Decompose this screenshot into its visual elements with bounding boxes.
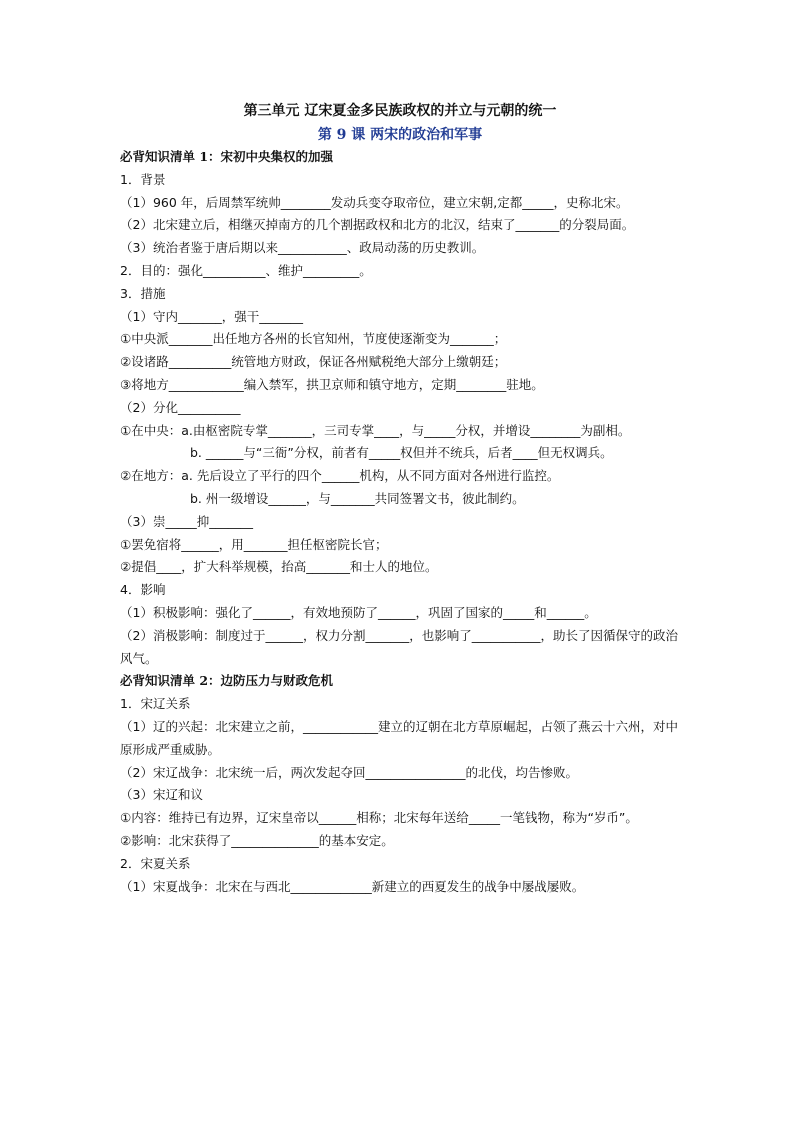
text-line: ①中央派_______出任地方各州的长官知州，节度使逐渐变为_______； (120, 331, 507, 347)
text-line: （3）统治者鉴于唐后期以来___________、政局动荡的历史教训。 (120, 240, 485, 256)
text-lines (120, 146, 680, 898)
unit-title: 第三单元 辽宋夏金多民族政权的并立与元朝的统一 (243, 103, 557, 119)
text-line: 2．目的：强化__________、维护_________。 (120, 262, 372, 278)
text-line: ②提倡____，扩大科举规模，抬高_______和士人的地位。 (120, 559, 438, 575)
text-line: （2）宋辽战争：北宋统一后，两次发起夺回________________的北伐，均告惨败。 (120, 764, 578, 780)
section-heading: 必背知识清单 1：宋初中央集权的加强 (120, 149, 334, 164)
text-line: （2）消极影响：制度过于______，权力分割_______，也影响了___________，助长了因循保守的政治风气。 (120, 627, 678, 666)
text-line: b. 州一级增设______，与_______共同签署文书，彼此制约。 (190, 490, 525, 506)
lesson-title: 第 9 课 两宋的政治和军事 (317, 127, 483, 143)
section-heading: 必背知识清单 2：边防压力与财政危机 (120, 673, 334, 689)
text-line: （1）积极影响：强化了______，有效地预防了______，巩固了国家的_____和______。 (120, 604, 597, 620)
text-line: 3．措施 (120, 285, 166, 301)
text-line: （1）960 年，后周禁军统帅________发动兵变夺取帝位，建立宋朝,定都_____，史称北宋。 (120, 194, 629, 210)
document-content (120, 100, 680, 898)
text-line: （1）辽的兴起：北宋建立之前，____________建立的辽朝在北方草原崛起，占领了燕云十六州，对中原形成严重威胁。 (120, 718, 678, 757)
text-line: 1．背景 (120, 171, 166, 187)
text-line: （1）守内_______，强干_______ (120, 308, 303, 324)
text-line: ②影响：北宋获得了______________的基本安定。 (120, 832, 394, 848)
text-line: （3）宋辽和议 (120, 787, 203, 803)
text-line: （3）崇_____抑_______ (120, 513, 253, 529)
text-line: 2．宋夏关系 (120, 855, 191, 871)
text-line: ①在中央：a.由枢密院专掌_______，三司专掌____，与_____分权，并增设________为副相。 (120, 422, 631, 438)
text-line: ①内容：维持已有边界，辽宋皇帝以______相称；北宋每年送给_____一笔钱物，称为“岁币”。 (120, 810, 638, 826)
text-line: ②在地方：a. 先后设立了平行的四个______机构，从不同方面对各州进行监控。 (120, 468, 560, 484)
text-line: （2）分化__________ (120, 399, 241, 415)
text-line: （1）宋夏战争：北宋在与西北_____________新建立的西夏发生的战争中屡战屡败。 (120, 878, 585, 894)
text-line: （2）北宋建立后，相继灭掉南方的几个割据政权和北方的北汉，结束了_______的分裂局面。 (120, 217, 635, 233)
text-line: ①罢免宿将______，用_______担任枢密院长官； (120, 536, 388, 552)
text-line: 1．宋辽关系 (120, 696, 191, 712)
text-line: 4．影响 (120, 582, 166, 598)
text-line: b. ______与“三衙”分权，前者有_____权但并不统兵，后者____但无权调兵。 (190, 445, 613, 461)
text-line: ②设诸路__________统管地方财政，保证各州赋税绝大部分上缴朝廷； (120, 354, 507, 370)
text-line: ③将地方____________编入禁军，拱卫京师和镇守地方，定期________驻地。 (120, 376, 544, 392)
